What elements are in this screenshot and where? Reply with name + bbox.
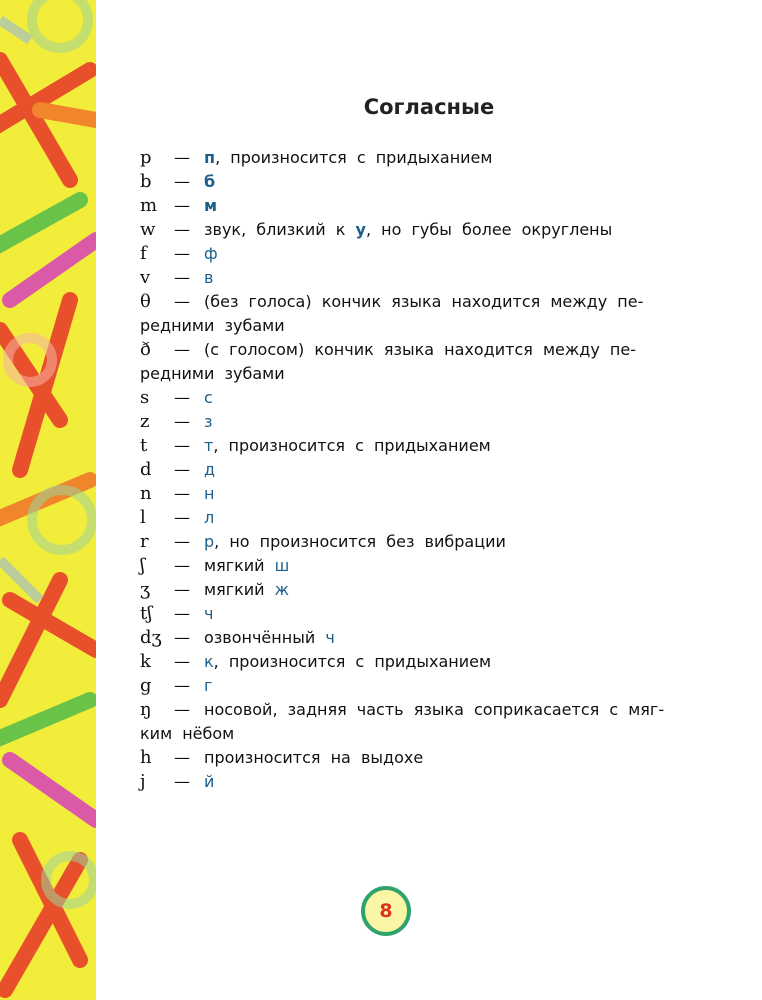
list-item (140, 602, 668, 626)
list-item (140, 170, 668, 194)
ipa-symbol: b (140, 171, 152, 192)
description-continuation: редними зубами (140, 364, 285, 383)
dash: — (174, 748, 190, 767)
description: мягкий ш (204, 556, 290, 575)
page-number: 8 (379, 900, 393, 922)
ipa-symbol: n (140, 483, 152, 504)
dash: — (174, 196, 190, 215)
page-title: Согласные (363, 95, 495, 119)
dash: — (174, 508, 190, 527)
description: мягкий ж (204, 580, 290, 599)
ipa-symbol: tʃ (140, 603, 153, 624)
dash: — (174, 436, 190, 455)
list-item-continuation (140, 314, 668, 338)
list-item (140, 530, 668, 554)
ipa-symbol: dʒ (140, 627, 162, 648)
dash: — (174, 676, 190, 695)
description: к, произносится с придыханием (204, 652, 492, 671)
description: н (204, 484, 215, 503)
description: (без голоса) кончик языка находится между пе- (204, 292, 644, 311)
ipa-symbol: g (140, 675, 152, 696)
ipa-symbol: ʒ (140, 579, 151, 600)
ipa-symbol: d (140, 459, 152, 480)
dash: — (174, 628, 190, 647)
description: ч (204, 604, 214, 623)
list-item (140, 338, 668, 362)
ipa-symbol: p (140, 147, 152, 168)
description: в (204, 268, 214, 287)
dash: — (174, 220, 190, 239)
list-item (140, 674, 668, 698)
description: г (204, 676, 213, 695)
list-item (140, 146, 668, 170)
ipa-symbol: j (140, 771, 146, 792)
ipa-symbol: ʃ (140, 555, 145, 576)
description: (с голосом) кончик языка находится между пе- (204, 340, 636, 359)
list-item (140, 650, 668, 674)
ipa-symbol: θ (140, 291, 151, 312)
list-item (140, 242, 668, 266)
dash: — (174, 388, 190, 407)
description: носовой, задняя часть языка соприкасается с мяг- (204, 700, 665, 719)
ipa-symbol: l (140, 507, 146, 528)
dash: — (174, 292, 190, 311)
list-item (140, 434, 668, 458)
description: т, произносится с придыханием (204, 436, 491, 455)
description: з (204, 412, 213, 431)
dash: — (174, 460, 190, 479)
list-item-continuation (140, 722, 668, 746)
list-item (140, 578, 668, 602)
dash: — (174, 580, 190, 599)
list-item (140, 266, 668, 290)
ipa-symbol: r (140, 531, 149, 552)
ipa-symbol: h (140, 747, 152, 768)
dash: — (174, 556, 190, 575)
list-item (140, 386, 668, 410)
description: звук, близкий к у, но губы более округлены (204, 220, 613, 239)
ipa-symbol: f (140, 243, 147, 264)
description: й (204, 772, 215, 791)
list-item (140, 290, 668, 314)
description: б (204, 172, 216, 191)
list-item (140, 410, 668, 434)
description: д (204, 460, 216, 479)
list-item (140, 746, 668, 770)
ipa-symbol: v (140, 267, 151, 288)
crayon-letters-illustration (0, 0, 96, 1000)
list-item (140, 482, 668, 506)
description: м (204, 196, 218, 215)
ipa-symbol: z (140, 411, 150, 432)
dash: — (174, 412, 190, 431)
dash: — (174, 340, 190, 359)
list-item (140, 458, 668, 482)
list-item (140, 218, 668, 242)
description: с (204, 388, 213, 407)
description: л (204, 508, 215, 527)
list-item (140, 626, 668, 650)
list-item-continuation (140, 362, 668, 386)
list-item (140, 194, 668, 218)
dash: — (174, 652, 190, 671)
dash: — (174, 604, 190, 623)
decorative-crayon-strip (0, 0, 96, 1000)
list-item (140, 506, 668, 530)
list-item (140, 770, 668, 794)
page-number-badge (361, 886, 411, 936)
ipa-symbol: m (140, 195, 158, 216)
description: озвончённый ч (204, 628, 335, 647)
ipa-symbol: w (140, 219, 156, 240)
ipa-symbol: ð (140, 339, 151, 360)
list-item (140, 554, 668, 578)
ipa-symbol: s (140, 387, 150, 408)
ipa-symbol: t (140, 435, 148, 456)
dash: — (174, 172, 190, 191)
consonant-list (140, 146, 668, 794)
list-item (140, 698, 668, 722)
description: произносится на выдохе (204, 748, 424, 767)
description: п, произносится с придыханием (204, 148, 493, 167)
dash: — (174, 532, 190, 551)
dash: — (174, 268, 190, 287)
dash: — (174, 148, 190, 167)
dash: — (174, 244, 190, 263)
dash: — (174, 484, 190, 503)
ipa-symbol: k (140, 651, 151, 672)
description: р, но произносится без вибрации (204, 532, 506, 551)
description-continuation: ким нёбом (140, 724, 235, 743)
dash: — (174, 700, 190, 719)
dash: — (174, 772, 190, 791)
ipa-symbol: ŋ (140, 699, 152, 720)
description: ф (204, 244, 218, 263)
description-continuation: редними зубами (140, 316, 285, 335)
